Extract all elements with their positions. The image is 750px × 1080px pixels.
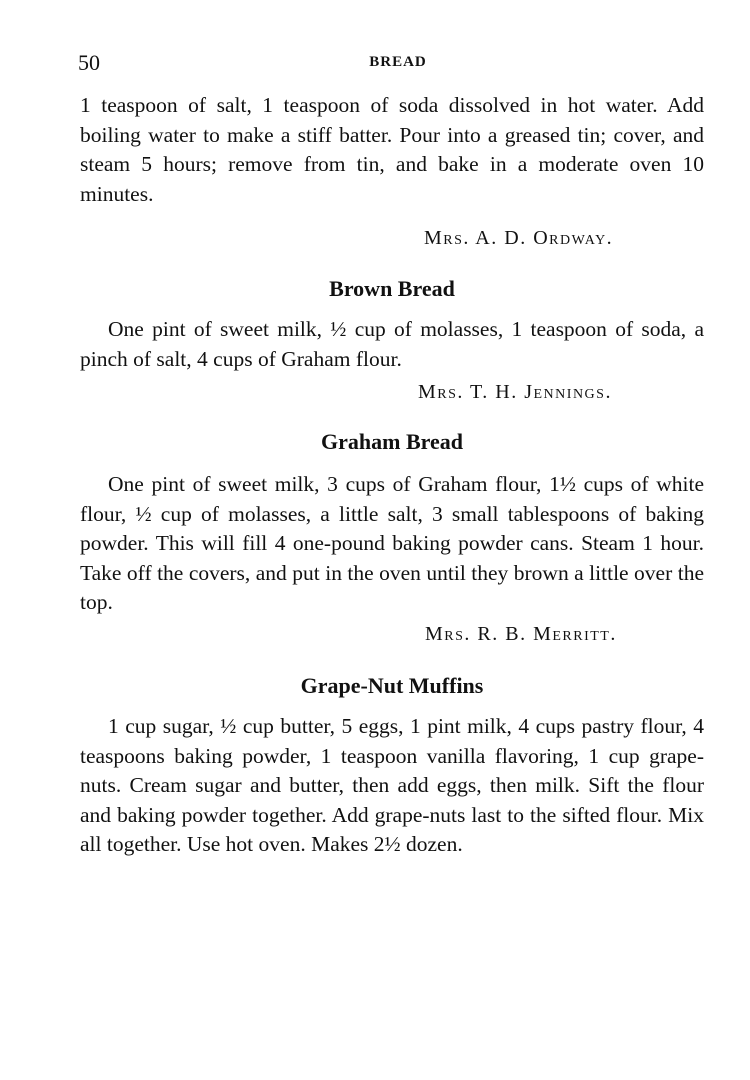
attribution-ordway: Mrs. A. D. Ordway.	[424, 227, 614, 249]
recipe-text-grape-nut-muffins: 1 cup sugar, ½ cup butter, 5 eggs, 1 pint milk, 4 cups pastry flour, 4 teaspoons baking powder, 1 teaspoon vanilla flavoring, 1 cup grape-nuts. Cream sugar and butter, then add eggs, then milk. Sift the flour and baking powder together. Add grape-nuts last to the sifted flour. Mix all together. Use hot oven. Makes 2½ dozen.	[80, 714, 704, 857]
recipe-text-brown-bread: One pint of sweet milk, ½ cup of molasses, 1 teaspoon of soda, a pinch of salt, 4 cups of Graham flour.	[80, 317, 704, 371]
continuation-text: 1 teaspoon of salt, 1 teaspoon of soda dissolved in hot water. Add boiling water to make a stiff batter. Pour into a greased tin; cover, and steam 5 hours; remove from tin, and bake in a moderate oven 10 minutes.	[80, 93, 704, 206]
recipe-text-graham-bread: One pint of sweet milk, 3 cups of Graham flour, 1½ cups of white flour, ½ cup of molasses, a little salt, 3 small tablespoons of baking powder. This will fill 4 one-pound baking powder cans. Steam 1 hour. Take off the covers, and put in the oven until they brown a little over the top.	[80, 472, 704, 615]
recipe-title-graham-bread: Graham Bread	[321, 429, 463, 454]
attribution-jennings: Mrs. T. H. Jennings.	[418, 381, 612, 403]
page-number: 50	[78, 50, 100, 75]
running-head: BREAD	[369, 54, 427, 70]
page-header	[78, 50, 718, 80]
recipe-title-brown-bread: Brown Bread	[329, 276, 455, 301]
recipe-title-grape-nut-muffins: Grape-Nut Muffins	[300, 673, 484, 698]
attribution-merritt: Mrs. R. B. Merritt.	[425, 623, 617, 645]
